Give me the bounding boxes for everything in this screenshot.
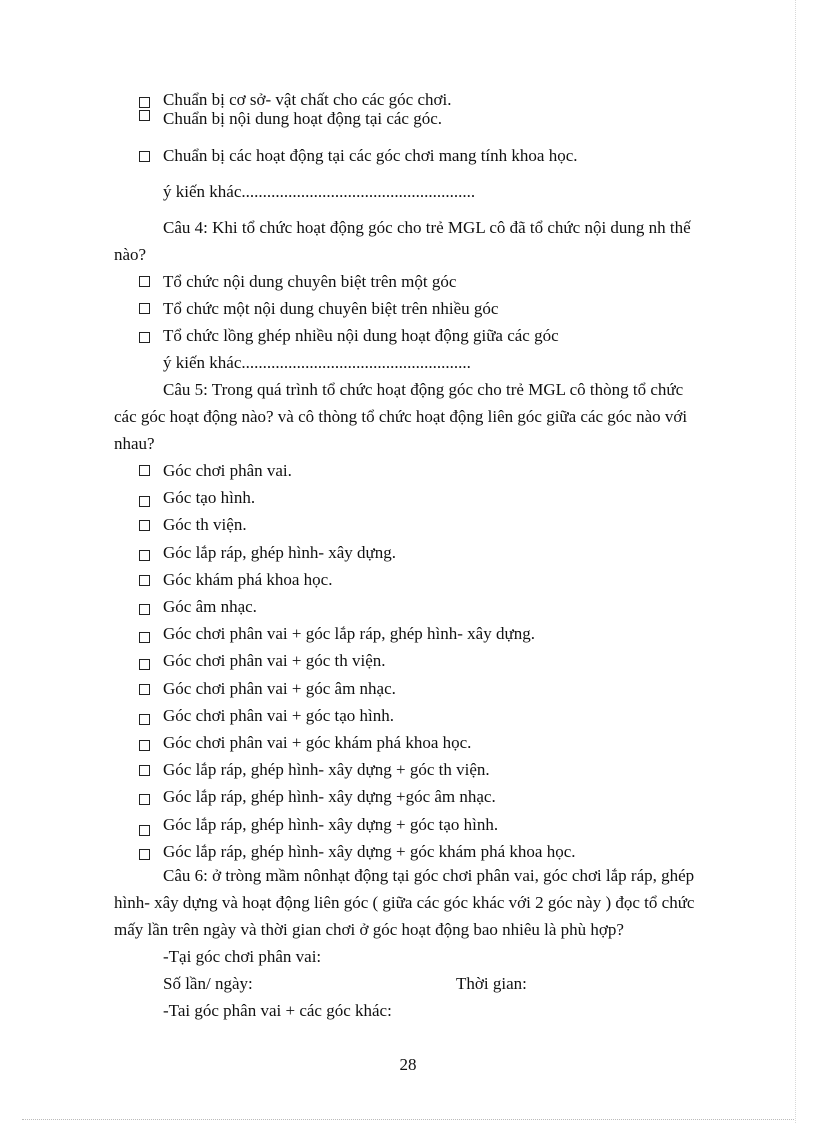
q5-question-line-3: nhau? [114, 434, 155, 453]
checkbox[interactable] [139, 714, 150, 725]
checkbox[interactable] [139, 849, 150, 860]
q4-other: ý kiến khác...................................................... [163, 353, 471, 372]
checkbox[interactable] [139, 632, 150, 643]
q6-duration: Thời gian: [456, 974, 527, 993]
option-label: Góc lắp ráp, ghép hình- xây dựng + góc tạo hình. [163, 815, 499, 834]
option-label: Góc chơi phân vai. [163, 461, 292, 480]
option-label: Tổ chức lồng ghép nhiều nội dung hoạt động giữa các góc [163, 326, 559, 345]
q5-question-line-2: các góc hoạt động nào? và cô thòng tổ chức hoạt động liên góc giữa các góc nào với [114, 407, 688, 426]
checkbox[interactable] [139, 794, 150, 805]
q6-answer-a: -Tại góc chơi phân vai: [163, 947, 322, 966]
option-label: Góc th viện. [163, 515, 247, 534]
option-label: Chuẩn bị các hoạt động tại các góc chơi mang tính khoa học. [163, 146, 578, 165]
option-label: Tổ chức một nội dung chuyên biệt trên nhiều góc [163, 299, 499, 318]
option-label: Góc chơi phân vai + góc lắp ráp, ghép hình- xây dựng. [163, 624, 535, 643]
checkbox[interactable] [139, 496, 150, 507]
page-number: 28 [399, 1055, 417, 1074]
checkbox[interactable] [139, 276, 150, 287]
option-label: Góc khám phá khoa học. [163, 570, 333, 589]
checkbox[interactable] [139, 740, 150, 751]
option-label: Góc lắp ráp, ghép hình- xây dựng. [163, 543, 396, 562]
footer-rule [22, 1119, 794, 1120]
checkbox[interactable] [139, 97, 150, 108]
q6-answer-b: -Tai góc phân vai + các góc khác: [163, 1001, 392, 1020]
q3-other: ý kiến khác....................................................... [163, 182, 476, 201]
checkbox[interactable] [139, 550, 150, 561]
option-label: Chuẩn bị cơ sở- vật chất cho các góc chơi. [163, 90, 452, 109]
checkbox[interactable] [139, 765, 150, 776]
option-label: Góc lắp ráp, ghép hình- xây dựng +góc âm nhạc. [163, 787, 496, 806]
side-rule [795, 0, 796, 1123]
checkbox[interactable] [139, 110, 150, 121]
checkbox[interactable] [139, 303, 150, 314]
checkbox[interactable] [139, 684, 150, 695]
q4-question-line-1: Câu 4: Khi tổ chức hoạt động góc cho trẻ MGL cô đã tổ chức nội dung nh thế [163, 218, 691, 237]
q5-question-line-1: Câu 5: Trong quá trình tổ chức hoạt động góc cho trẻ MGL cô thòng tổ chức [163, 380, 684, 399]
q6-question-line-2: hình- xây dựng và hoạt động liên góc ( giữa các góc khác với 2 góc này ) đọc tổ chức [114, 893, 695, 912]
option-label: Góc lắp ráp, ghép hình- xây dựng + góc khám phá khoa học. [163, 842, 576, 861]
checkbox[interactable] [139, 575, 150, 586]
checkbox[interactable] [139, 151, 150, 162]
option-label: Tổ chức nội dung chuyên biệt trên một góc [163, 272, 457, 291]
q6-question-line-1: Câu 6: ở tròng mầm nônhạt động tại góc chơi phân vai, góc chơi lắp ráp, ghép [163, 866, 695, 885]
option-label: Chuẩn bị nội dung hoạt động tại các góc. [163, 109, 443, 128]
option-label: Góc chơi phân vai + góc tạo hình. [163, 706, 395, 725]
q4-question-line-2: nào? [114, 245, 147, 264]
checkbox[interactable] [139, 332, 150, 343]
q6-times-per-day: Số lần/ ngày: [163, 974, 253, 993]
option-label: Góc lắp ráp, ghép hình- xây dựng + góc th viện. [163, 760, 490, 779]
checkbox[interactable] [139, 604, 150, 615]
q6-question-line-3: mấy lần trên ngày và thời gian chơi ở góc hoạt động bao nhiêu là phù hợp? [114, 920, 624, 939]
checkbox[interactable] [139, 825, 150, 836]
option-label: Góc chơi phân vai + góc th viện. [163, 651, 386, 670]
checkbox[interactable] [139, 659, 150, 670]
checkbox[interactable] [139, 520, 150, 531]
option-label: Góc tạo hình. [163, 488, 256, 507]
option-label: Góc chơi phân vai + góc âm nhạc. [163, 679, 396, 698]
checkbox[interactable] [139, 465, 150, 476]
option-label: Góc chơi phân vai + góc khám phá khoa học. [163, 733, 472, 752]
option-label: Góc âm nhạc. [163, 597, 257, 616]
